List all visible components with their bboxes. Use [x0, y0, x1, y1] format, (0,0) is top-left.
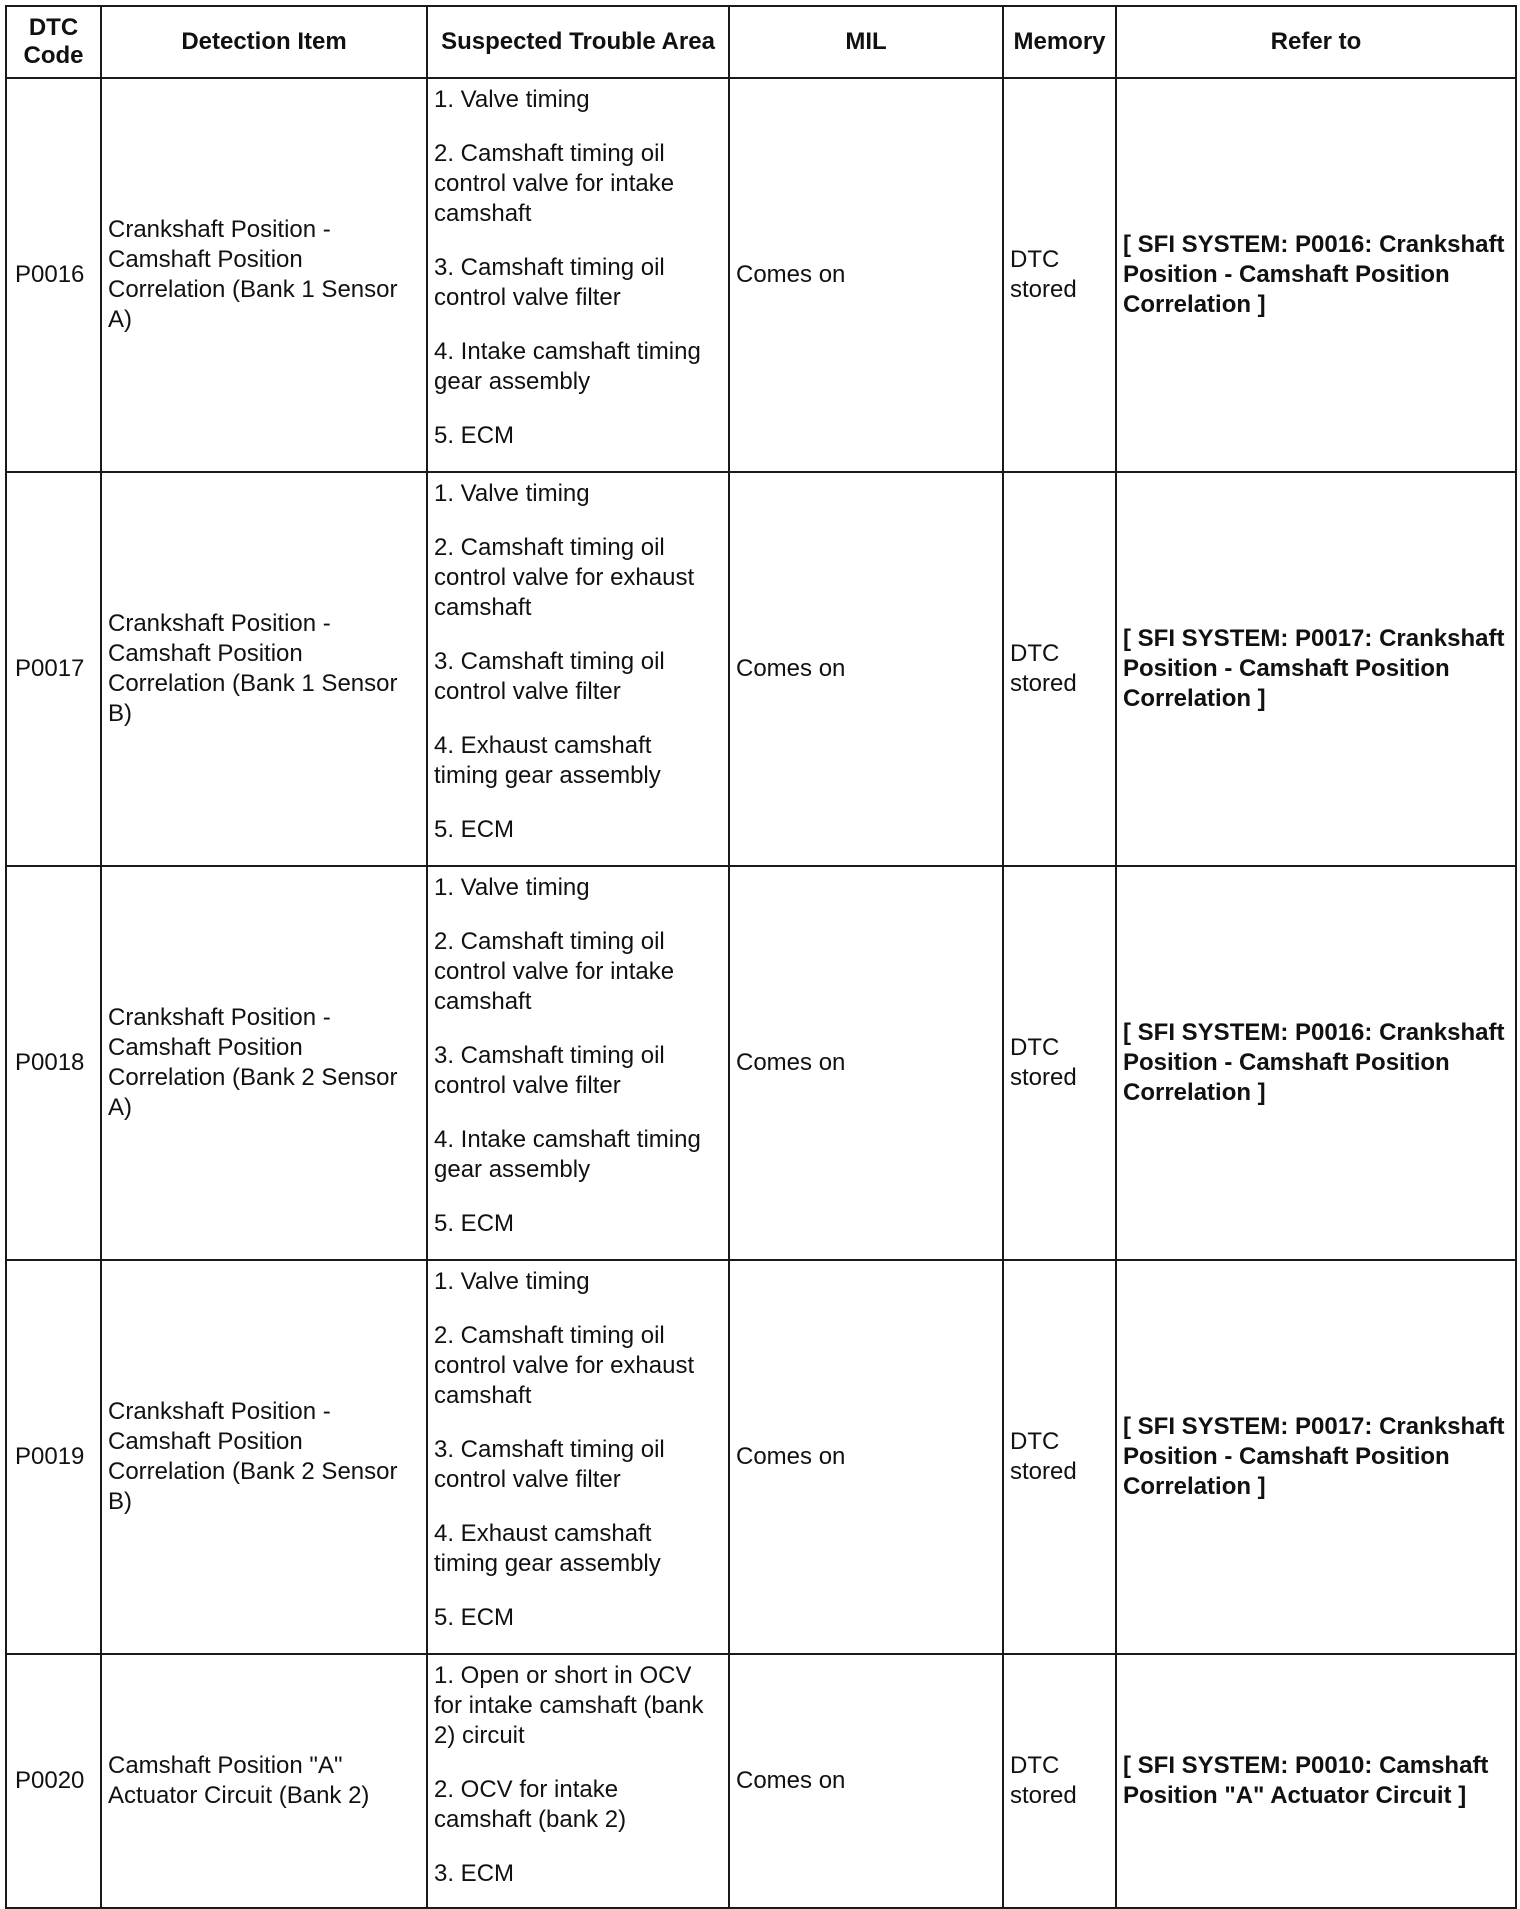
- trouble-area-item: 4. Intake camshaft timing gear assembly: [434, 1126, 701, 1183]
- header-memory: Memory: [1003, 6, 1116, 78]
- memory-cell: DTC stored: [1003, 1654, 1116, 1908]
- header-refer-to: Refer to: [1116, 6, 1516, 78]
- header-detection-item: Detection Item: [101, 6, 427, 78]
- trouble-area-item: 3. ECM: [434, 1860, 515, 1887]
- refer-to-cell: [ SFI SYSTEM: P0016: Crankshaft Position - Camshaft Position Correlation ]: [1116, 866, 1516, 1260]
- trouble-area-item: 1. Valve timing: [434, 86, 590, 113]
- trouble-area-item: 2. OCV for intake camshaft (bank 2): [434, 1776, 627, 1833]
- table-row: [6, 866, 1516, 1260]
- mil-cell: Comes on: [729, 78, 1003, 472]
- header-dtc-code: [6, 6, 101, 78]
- trouble-area-item: 3. Camshaft timing oil control valve filter: [434, 254, 665, 311]
- refer-to-cell: [ SFI SYSTEM: P0016: Crankshaft Position - Camshaft Position Correlation ]: [1116, 78, 1516, 472]
- refer-to-cell: [ SFI SYSTEM: P0017: Crankshaft Position - Camshaft Position Correlation ]: [1116, 472, 1516, 866]
- detection-item-cell: Crankshaft Position - Camshaft Position Correlation (Bank 2 Sensor A): [101, 866, 427, 1260]
- suspected-trouble-area-cell: [427, 1654, 729, 1908]
- dtc-table: [5, 5, 1517, 1909]
- trouble-area-item: 5. ECM: [434, 816, 515, 843]
- detection-item-cell: Crankshaft Position - Camshaft Position Correlation (Bank 1 Sensor B): [101, 472, 427, 866]
- trouble-area-item: 5. ECM: [434, 1604, 515, 1631]
- trouble-area-item: 1. Valve timing: [434, 480, 590, 507]
- trouble-area-item: 1. Open or short in OCV for intake camshaft (bank 2) circuit: [434, 1662, 704, 1749]
- mil-cell: Comes on: [729, 866, 1003, 1260]
- detection-item-cell: Crankshaft Position - Camshaft Position Correlation (Bank 2 Sensor B): [101, 1260, 427, 1654]
- dtc-code-cell: P0016: [6, 78, 101, 472]
- refer-to-cell: [ SFI SYSTEM: P0010: Camshaft Position "A" Actuator Circuit ]: [1116, 1654, 1516, 1908]
- refer-to-cell: [ SFI SYSTEM: P0017: Crankshaft Position - Camshaft Position Correlation ]: [1116, 1260, 1516, 1654]
- trouble-area-item: 4. Exhaust camshaft timing gear assembly: [434, 1520, 661, 1577]
- memory-cell: DTC stored: [1003, 78, 1116, 472]
- table-row: [6, 78, 1516, 472]
- suspected-trouble-area-cell: [427, 1260, 729, 1654]
- dtc-code-cell: P0017: [6, 472, 101, 866]
- trouble-area-item: 3. Camshaft timing oil control valve filter: [434, 1436, 665, 1493]
- suspected-trouble-area-cell: [427, 866, 729, 1260]
- table-row: [6, 1654, 1516, 1908]
- trouble-area-item: 4. Exhaust camshaft timing gear assembly: [434, 732, 661, 789]
- detection-item-cell: Crankshaft Position - Camshaft Position Correlation (Bank 1 Sensor A): [101, 78, 427, 472]
- suspected-trouble-area-cell: [427, 472, 729, 866]
- trouble-area-item: 1. Valve timing: [434, 874, 590, 901]
- dtc-table-body: [6, 78, 1516, 1908]
- header-mil: MIL: [729, 6, 1003, 78]
- suspected-trouble-area-cell: [427, 78, 729, 472]
- trouble-area-item: 2. Camshaft timing oil control valve for intake camshaft: [434, 928, 675, 1015]
- table-row: [6, 1260, 1516, 1654]
- table-row: [6, 472, 1516, 866]
- trouble-area-item: 3. Camshaft timing oil control valve filter: [434, 648, 665, 705]
- header-dtc-code-line2: Code: [23, 42, 84, 69]
- dtc-code-cell: P0020: [6, 1654, 101, 1908]
- memory-cell: DTC stored: [1003, 866, 1116, 1260]
- trouble-area-item: 1. Valve timing: [434, 1268, 590, 1295]
- trouble-area-item: 2. Camshaft timing oil control valve for exhaust camshaft: [434, 534, 695, 621]
- dtc-code-cell: P0018: [6, 866, 101, 1260]
- trouble-area-item: 2. Camshaft timing oil control valve for exhaust camshaft: [434, 1322, 695, 1409]
- trouble-area-item: 5. ECM: [434, 422, 515, 449]
- detection-item-cell: Camshaft Position "A" Actuator Circuit (Bank 2): [101, 1654, 427, 1908]
- mil-cell: Comes on: [729, 1654, 1003, 1908]
- mil-cell: Comes on: [729, 1260, 1003, 1654]
- dtc-code-cell: P0019: [6, 1260, 101, 1654]
- trouble-area-item: 3. Camshaft timing oil control valve filter: [434, 1042, 665, 1099]
- trouble-area-item: 5. ECM: [434, 1210, 515, 1237]
- trouble-area-item: 2. Camshaft timing oil control valve for intake camshaft: [434, 140, 675, 227]
- memory-cell: DTC stored: [1003, 472, 1116, 866]
- trouble-area-item: 4. Intake camshaft timing gear assembly: [434, 338, 701, 395]
- header-suspected-trouble-area: Suspected Trouble Area: [427, 6, 729, 78]
- mil-cell: Comes on: [729, 472, 1003, 866]
- header-row: [6, 6, 1516, 78]
- memory-cell: DTC stored: [1003, 1260, 1116, 1654]
- header-dtc-code-line1: DTC: [28, 14, 79, 41]
